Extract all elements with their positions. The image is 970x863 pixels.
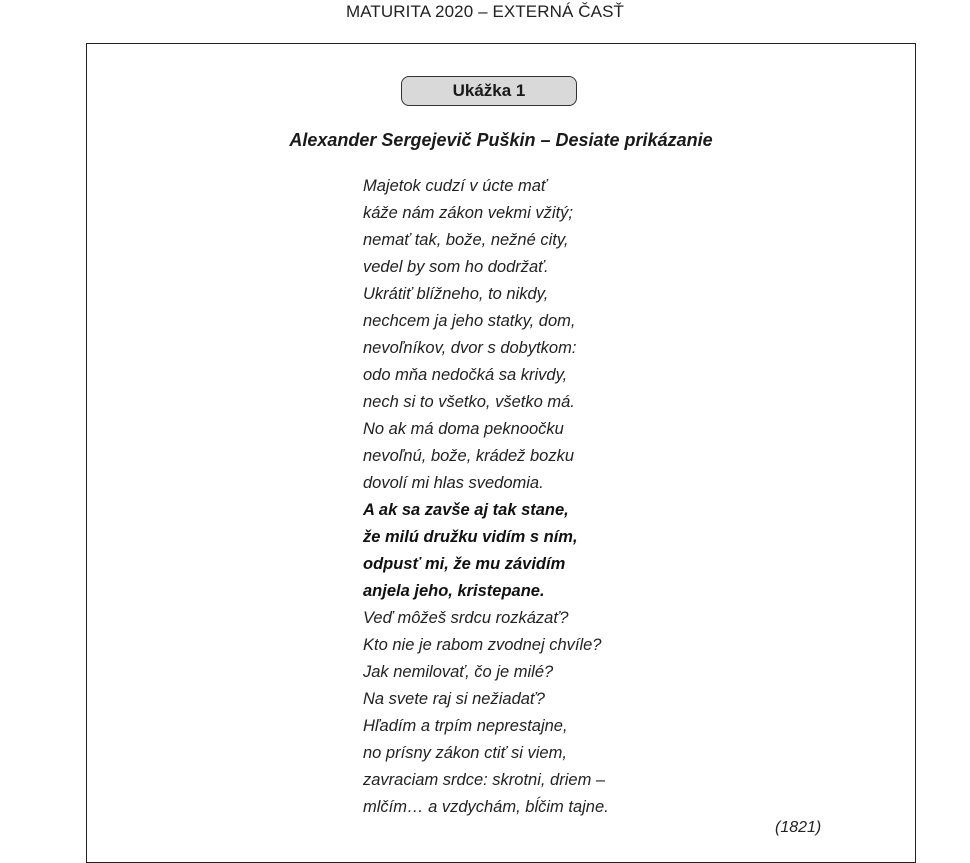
- poem-line: Ukrátiť blížneho, to nikdy,: [363, 285, 549, 303]
- poem-line: nevoľnú, bože, krádež bozku: [363, 447, 575, 465]
- poem-line: odo mňa nedočká sa krivdy,: [363, 366, 568, 384]
- poem-year: (1821): [775, 819, 822, 836]
- poem-title: Alexander Sergejevič Puškin – Desiate prikázanie: [289, 130, 713, 150]
- poem-line: nech si to všetko, všetko má.: [363, 393, 575, 411]
- poem-text: [363, 173, 783, 821]
- sample-label-badge: Ukážka 1: [401, 76, 577, 106]
- poem-line: nemať tak, bože, nežné city,: [363, 231, 569, 249]
- poem-line: káže nám zákon vekmi vžitý;: [363, 204, 573, 222]
- poem-line: Kto nie je rabom zvodnej chvíle?: [363, 636, 602, 654]
- poem-line: anjela jeho, kristepane.: [363, 582, 545, 600]
- poem-line: Hľadím a trpím neprestajne,: [363, 717, 568, 735]
- poem-line: odpusť mi, že mu závidím: [363, 555, 566, 573]
- poem-line: Jak nemilovať, čo je milé?: [363, 663, 554, 681]
- exam-header: MATURITA 2020 – EXTERNÁ ČASŤ: [345, 2, 625, 21]
- poem-line: vedel by som ho dodržať.: [363, 258, 549, 276]
- poem-line: A ak sa zavše aj tak stane,: [363, 501, 569, 519]
- poem-line: že milú družku vidím s ním,: [363, 528, 578, 546]
- poem-line: zavraciam srdce: skrotni, driem –: [363, 771, 606, 789]
- poem-line: Veď môžeš srdcu rozkázať?: [363, 609, 569, 627]
- poem-line: Majetok cudzí v úcte mať: [363, 177, 547, 195]
- poem-line: mlčím… a vzdychám, bĺčim tajne.: [363, 798, 609, 816]
- poem-line: Na svete raj si nežiadať?: [363, 690, 545, 708]
- poem-line: nevoľníkov, dvor s dobytkom:: [363, 339, 577, 357]
- poem-line: dovolí mi hlas svedomia.: [363, 474, 544, 492]
- poem-line: no prísny zákon ctiť si viem,: [363, 744, 567, 762]
- poem-line: nechcem ja jeho statky, dom,: [363, 312, 576, 330]
- poem-line: No ak má doma peknoočku: [363, 420, 564, 438]
